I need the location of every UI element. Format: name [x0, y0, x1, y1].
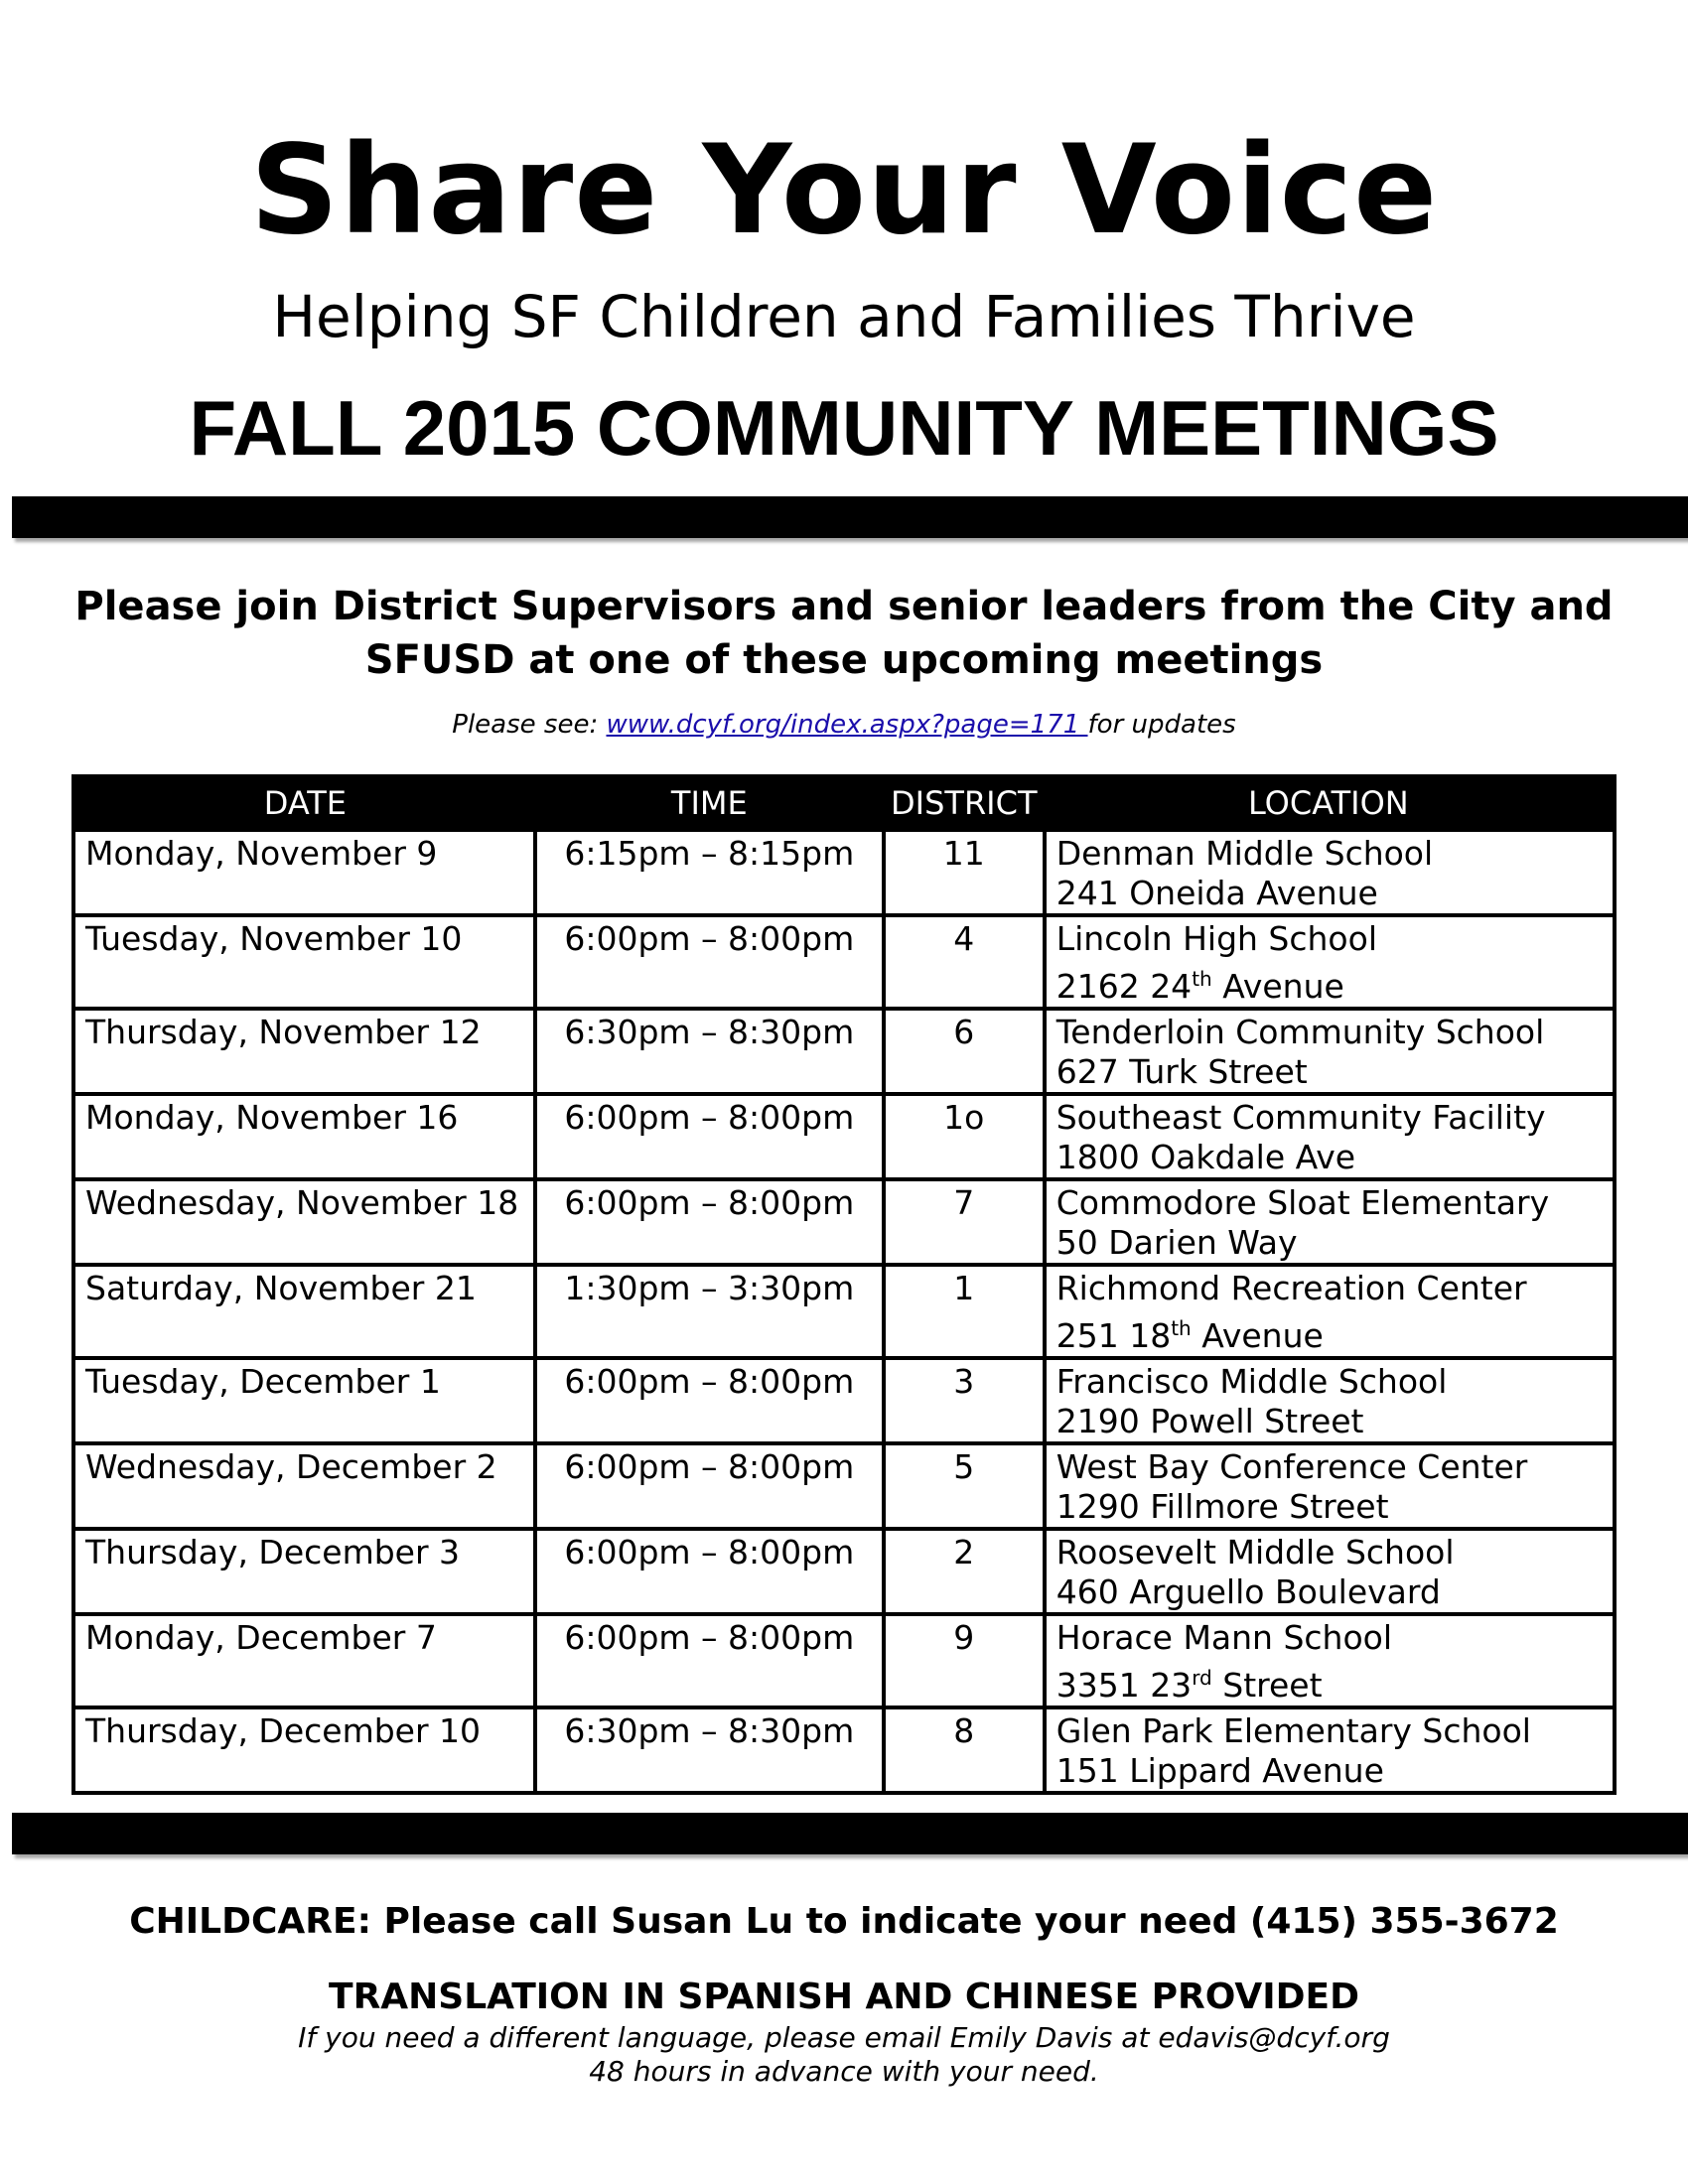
location-name: Tenderloin Community School	[1055, 1013, 1545, 1051]
address-street: Avenue	[1211, 967, 1344, 1006]
meeting-time: 6:00pm – 8:00pm	[535, 1614, 884, 1707]
location-name: Commodore Sloat Elementary	[1055, 1183, 1550, 1222]
location-name: Roosevelt Middle School	[1055, 1533, 1455, 1571]
updates-link[interactable]: www.dcyf.org/index.aspx?page=171	[606, 710, 1088, 740]
meeting-district: 5	[884, 1443, 1045, 1529]
translation-note: TRANSLATION IN SPANISH AND CHINESE PROVIDED	[329, 1977, 1359, 2017]
location-name: Southeast Community Facility	[1055, 1098, 1546, 1137]
address-ordinal-suffix: th	[1171, 1316, 1192, 1340]
page-subtitle: Helping SF Children and Families Thrive	[272, 283, 1416, 350]
location-address	[1056, 1658, 1603, 1706]
address-street: Street	[1211, 1666, 1323, 1705]
meeting-location	[1045, 915, 1615, 1009]
meeting-location	[1045, 1358, 1615, 1443]
location-address	[1056, 959, 1603, 1007]
meeting-location	[1045, 1265, 1615, 1358]
meeting-date: Tuesday, December 1	[73, 1358, 535, 1443]
meeting-time: 6:00pm – 8:00pm	[535, 1179, 884, 1265]
top-divider-bar	[12, 496, 1688, 538]
address-street: Avenue	[1191, 1316, 1324, 1355]
location-address: 50 Darien Way	[1055, 1223, 1298, 1262]
language-request-note	[0, 2021, 1688, 2089]
header-location: LOCATION	[1045, 776, 1615, 830]
meeting-district: 1o	[884, 1094, 1045, 1179]
table-row	[73, 1529, 1615, 1614]
location-name: Richmond Recreation Center	[1055, 1269, 1527, 1307]
meeting-time: 6:30pm – 8:30pm	[535, 1707, 884, 1793]
location-name: Francisco Middle School	[1055, 1362, 1448, 1401]
meeting-district: 11	[884, 830, 1045, 915]
table-row	[73, 1358, 1615, 1443]
address-number: 2162 24	[1055, 967, 1193, 1006]
meetings-heading: FALL 2015 COMMUNITY MEETINGS	[189, 384, 1499, 472]
address-number: 3351 23	[1055, 1666, 1193, 1705]
table-row	[73, 1009, 1615, 1094]
meeting-time: 6:30pm – 8:30pm	[535, 1009, 884, 1094]
location-address: 627 Turk Street	[1055, 1052, 1308, 1091]
meeting-time: 6:00pm – 8:00pm	[535, 1529, 884, 1614]
bottom-divider-bar	[12, 1813, 1688, 1854]
meeting-location	[1045, 1614, 1615, 1707]
meeting-date: Thursday, December 10	[73, 1707, 535, 1793]
meetings-table	[71, 774, 1617, 1795]
meeting-date: Tuesday, November 10	[73, 915, 535, 1009]
intro-text	[0, 580, 1688, 687]
meeting-location	[1045, 1529, 1615, 1614]
meeting-location	[1045, 830, 1615, 915]
address-ordinal-suffix: rd	[1192, 1666, 1212, 1690]
table-header-row	[73, 776, 1615, 830]
updates-suffix: for updates	[1087, 710, 1236, 740]
meeting-location	[1045, 1179, 1615, 1265]
table-row	[73, 1614, 1615, 1707]
intro-line-2: SFUSD at one of these upcoming meetings	[364, 637, 1324, 683]
meeting-district: 7	[884, 1179, 1045, 1265]
meeting-location	[1045, 1443, 1615, 1529]
table-row	[73, 1265, 1615, 1358]
meeting-location	[1045, 1009, 1615, 1094]
header-time: TIME	[535, 776, 884, 830]
table-row	[73, 830, 1615, 915]
meeting-district: 6	[884, 1009, 1045, 1094]
meeting-location	[1045, 1094, 1615, 1179]
location-name: Glen Park Elementary School	[1055, 1711, 1531, 1750]
intro-line-1: Please join District Supervisors and senior leaders from the City and	[74, 584, 1614, 629]
updates-note	[0, 709, 1688, 741]
table-row	[73, 915, 1615, 1009]
meeting-district: 8	[884, 1707, 1045, 1793]
table-row	[73, 1707, 1615, 1793]
location-address: 1800 Oakdale Ave	[1055, 1138, 1356, 1176]
page-title: Share Your Voice	[249, 119, 1439, 262]
table-row	[73, 1443, 1615, 1529]
location-address: 151 Lippard Avenue	[1055, 1751, 1384, 1790]
meeting-date: Monday, November 9	[73, 830, 535, 915]
address-number: 251 18	[1055, 1316, 1172, 1355]
location-address: 460 Arguello Boulevard	[1055, 1572, 1441, 1611]
meeting-date: Saturday, November 21	[73, 1265, 535, 1358]
meeting-date: Monday, November 16	[73, 1094, 535, 1179]
meeting-date: Thursday, December 3	[73, 1529, 535, 1614]
location-address: 241 Oneida Avenue	[1055, 874, 1378, 912]
meeting-district: 9	[884, 1614, 1045, 1707]
language-line-2: 48 hours in advance with your need.	[589, 2055, 1099, 2088]
meeting-time: 6:15pm – 8:15pm	[535, 830, 884, 915]
language-line-1: If you need a different language, please email Emily Davis at edavis@dcyf.org	[298, 2021, 1390, 2054]
meeting-district: 3	[884, 1358, 1045, 1443]
meeting-time: 6:00pm – 8:00pm	[535, 915, 884, 1009]
meeting-district: 4	[884, 915, 1045, 1009]
meeting-location	[1045, 1707, 1615, 1793]
location-name: Denman Middle School	[1055, 834, 1434, 873]
meeting-district: 1	[884, 1265, 1045, 1358]
header-district: DISTRICT	[884, 776, 1045, 830]
address-ordinal-suffix: th	[1192, 967, 1212, 991]
meeting-time: 6:00pm – 8:00pm	[535, 1358, 884, 1443]
location-address: 1290 Fillmore Street	[1055, 1487, 1389, 1526]
location-name: Lincoln High School	[1055, 919, 1377, 958]
location-name: West Bay Conference Center	[1055, 1447, 1528, 1486]
meeting-date: Wednesday, November 18	[73, 1179, 535, 1265]
updates-prefix: Please see:	[452, 710, 607, 740]
location-address	[1056, 1308, 1603, 1356]
location-address: 2190 Powell Street	[1055, 1402, 1364, 1440]
table-row	[73, 1094, 1615, 1179]
meeting-time: 6:00pm – 8:00pm	[535, 1094, 884, 1179]
meeting-date: Wednesday, December 2	[73, 1443, 535, 1529]
meeting-district: 2	[884, 1529, 1045, 1614]
location-name: Horace Mann School	[1055, 1618, 1393, 1657]
meeting-time: 1:30pm – 3:30pm	[535, 1265, 884, 1358]
meeting-date: Monday, December 7	[73, 1614, 535, 1707]
childcare-note: CHILDCARE: Please call Susan Lu to indicate your need (415) 355-3672	[129, 1901, 1559, 1942]
header-date: DATE	[73, 776, 535, 830]
meeting-time: 6:00pm – 8:00pm	[535, 1443, 884, 1529]
meeting-date: Thursday, November 12	[73, 1009, 535, 1094]
table-row	[73, 1179, 1615, 1265]
